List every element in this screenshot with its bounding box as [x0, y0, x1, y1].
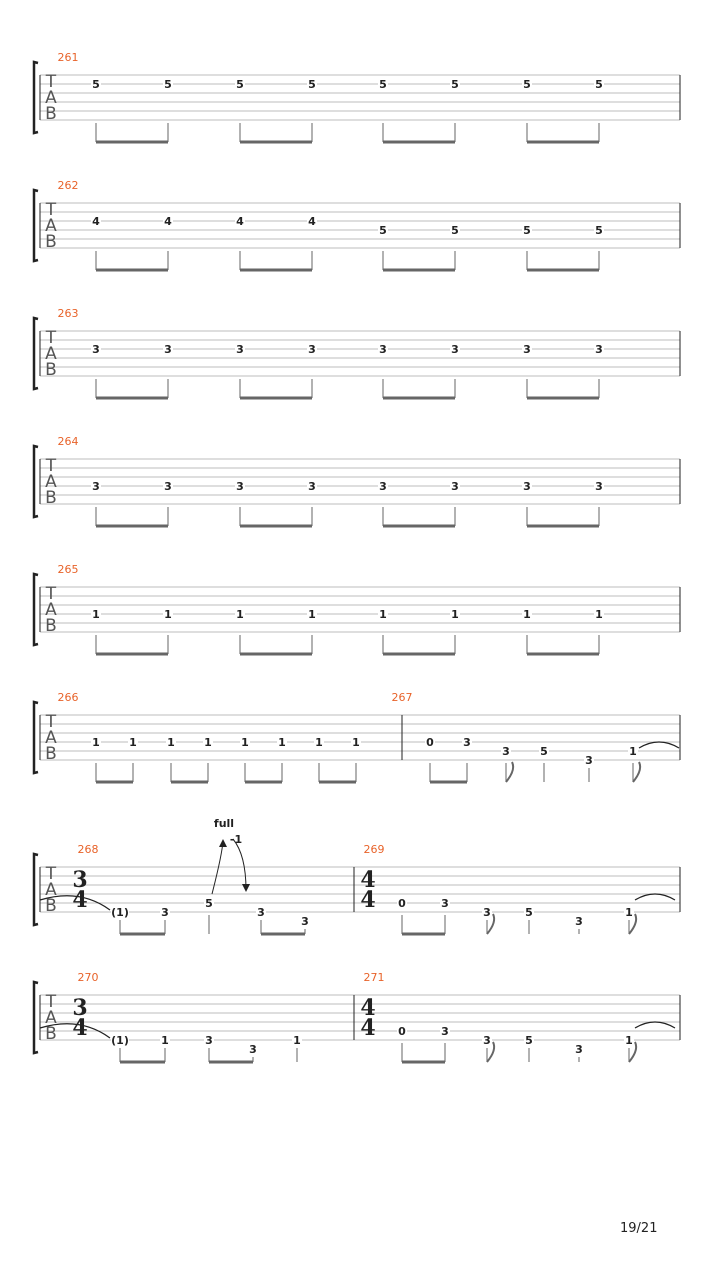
- fret-number: 3: [164, 480, 172, 493]
- time-signature-bottom: 4: [72, 1015, 88, 1041]
- tab-system: [34, 318, 680, 398]
- measure-number: 269: [363, 843, 385, 856]
- fret-number: 1: [523, 608, 531, 621]
- measure-number: 267: [391, 691, 413, 704]
- tab-system: [34, 62, 680, 142]
- fret-number: 1: [451, 608, 459, 621]
- fret-number: (1): [111, 1034, 129, 1047]
- tab-clef-letter: A: [45, 728, 57, 748]
- fret-number: 4: [92, 215, 100, 228]
- fret-number: 3: [92, 343, 100, 356]
- release-arrow: [233, 839, 246, 890]
- measure-number: 271: [363, 971, 385, 984]
- fret-number: 3: [441, 1025, 449, 1038]
- fret-number: 5: [523, 78, 531, 91]
- tab-clef-letter: T: [45, 712, 57, 732]
- tab-clef-letter: A: [45, 1008, 57, 1028]
- tab-clef-letter: B: [45, 744, 57, 764]
- fret-number: 3: [595, 480, 603, 493]
- fret-number: 3: [595, 343, 603, 356]
- fret-number: 1: [92, 736, 100, 749]
- system-bracket: [34, 190, 38, 261]
- bend-release-label: -1: [229, 833, 243, 846]
- fret-number: 1: [129, 736, 137, 749]
- system-bracket: [34, 854, 38, 925]
- fret-number: 5: [540, 745, 548, 758]
- fret-number: 1: [167, 736, 175, 749]
- measure-number: 261: [57, 51, 79, 64]
- fret-number: 1: [236, 608, 244, 621]
- fret-number: 3: [463, 736, 471, 749]
- tie: [635, 1022, 675, 1028]
- fret-number: 1: [204, 736, 212, 749]
- fret-number: 3: [249, 1043, 257, 1056]
- fret-number: 5: [595, 224, 603, 237]
- measure-number: 265: [57, 563, 79, 576]
- fret-number: 5: [92, 78, 100, 91]
- fret-number: 3: [164, 343, 172, 356]
- fret-number: 5: [164, 78, 172, 91]
- page-number: 19/21: [620, 1221, 658, 1236]
- time-signature-top: 3: [72, 867, 88, 893]
- tab-clef-letter: B: [45, 232, 57, 252]
- tie: [635, 894, 675, 900]
- fret-number: 3: [301, 915, 309, 928]
- fret-number: 5: [379, 224, 387, 237]
- tab-clef-letter: A: [45, 472, 57, 492]
- tab-system: [34, 982, 680, 1062]
- bend-arrowhead: [219, 839, 227, 847]
- fret-number: 1: [625, 1034, 633, 1047]
- fret-number: 3: [92, 480, 100, 493]
- time-signature-bottom: 4: [360, 1015, 376, 1041]
- fret-number: 5: [205, 897, 213, 910]
- release-arrowhead: [242, 884, 250, 892]
- tab-system: [34, 574, 680, 654]
- fret-number: 1: [164, 608, 172, 621]
- tab-clef-letter: A: [45, 600, 57, 620]
- tab-clef-letter: A: [45, 880, 57, 900]
- fret-number: 3: [451, 343, 459, 356]
- tab-clef-letter: T: [45, 992, 57, 1012]
- fret-number: (1): [111, 906, 129, 919]
- fret-number: 1: [293, 1034, 301, 1047]
- fret-number: 3: [575, 1043, 583, 1056]
- tab-clef-letter: T: [45, 864, 57, 884]
- fret-number: 3: [308, 343, 316, 356]
- fret-number: 4: [308, 215, 316, 228]
- time-signature-top: 4: [360, 867, 376, 893]
- tab-clef-letter: T: [45, 456, 57, 476]
- tab-clef-letter: T: [45, 584, 57, 604]
- tab-clef-letter: B: [45, 896, 57, 916]
- tab-system: [34, 190, 680, 270]
- fret-number: 3: [483, 906, 491, 919]
- note-flag: [633, 762, 640, 782]
- time-signature-bottom: 4: [72, 887, 88, 913]
- fret-number: 1: [92, 608, 100, 621]
- time-signature-top: 4: [360, 995, 376, 1021]
- tab-clef-letter: B: [45, 616, 57, 636]
- tab-clef-letter: B: [45, 1024, 57, 1044]
- system-bracket: [34, 982, 38, 1053]
- fret-number: 5: [525, 906, 533, 919]
- measure-number: 266: [57, 691, 79, 704]
- time-signature-top: 3: [72, 995, 88, 1021]
- fret-number: 3: [257, 906, 265, 919]
- fret-number: 1: [278, 736, 286, 749]
- fret-number: 3: [236, 343, 244, 356]
- fret-number: 5: [308, 78, 316, 91]
- tab-clef-letter: T: [45, 72, 57, 92]
- fret-number: 5: [379, 78, 387, 91]
- measure-number: 262: [57, 179, 79, 192]
- measure-number: 270: [77, 971, 99, 984]
- fret-number: 3: [585, 754, 593, 767]
- time-signature-bottom: 4: [360, 887, 376, 913]
- tab-system: [34, 446, 680, 526]
- fret-number: 4: [236, 215, 244, 228]
- fret-number: 5: [236, 78, 244, 91]
- tab-clef-letter: T: [45, 328, 57, 348]
- fret-number: 5: [525, 1034, 533, 1047]
- system-bracket: [34, 702, 38, 773]
- fret-number: 3: [451, 480, 459, 493]
- fret-number: 1: [352, 736, 360, 749]
- system-bracket: [34, 318, 38, 389]
- fret-number: 5: [451, 78, 459, 91]
- fret-number: 4: [164, 215, 172, 228]
- measure-number: 264: [57, 435, 79, 448]
- fret-number: 3: [161, 906, 169, 919]
- tie: [639, 742, 679, 748]
- tab-clef-letter: B: [45, 488, 57, 508]
- system-bracket: [34, 446, 38, 517]
- fret-number: 0: [426, 736, 434, 749]
- fret-number: 3: [236, 480, 244, 493]
- fret-number: 1: [379, 608, 387, 621]
- fret-number: 1: [308, 608, 316, 621]
- fret-number: 1: [315, 736, 323, 749]
- fret-number: 5: [451, 224, 459, 237]
- fret-number: 3: [502, 745, 510, 758]
- tab-clef-letter: A: [45, 216, 57, 236]
- fret-number: 1: [241, 736, 249, 749]
- measure-number: 263: [57, 307, 79, 320]
- tab-clef-letter: A: [45, 344, 57, 364]
- system-bracket: [34, 574, 38, 645]
- fret-number: 1: [625, 906, 633, 919]
- system-bracket: [34, 62, 38, 133]
- tab-clef-letter: B: [45, 104, 57, 124]
- note-flag: [506, 762, 513, 782]
- tab-system: [34, 839, 680, 934]
- fret-number: 5: [523, 224, 531, 237]
- fret-number: 1: [161, 1034, 169, 1047]
- fret-number: 3: [308, 480, 316, 493]
- fret-number: 3: [379, 343, 387, 356]
- fret-number: 3: [441, 897, 449, 910]
- fret-number: 3: [205, 1034, 213, 1047]
- fret-number: 0: [398, 897, 406, 910]
- tab-clef-letter: T: [45, 200, 57, 220]
- fret-number: 3: [379, 480, 387, 493]
- measure-number: 268: [77, 843, 99, 856]
- fret-number: 3: [575, 915, 583, 928]
- fret-number: 1: [595, 608, 603, 621]
- tab-clef-letter: B: [45, 360, 57, 380]
- fret-number: 1: [629, 745, 637, 758]
- bend-label: full: [213, 817, 235, 830]
- fret-number: 5: [595, 78, 603, 91]
- tab-clef-letter: A: [45, 88, 57, 108]
- fret-number: 3: [523, 480, 531, 493]
- fret-number: 0: [398, 1025, 406, 1038]
- fret-number: 3: [483, 1034, 491, 1047]
- fret-number: 3: [523, 343, 531, 356]
